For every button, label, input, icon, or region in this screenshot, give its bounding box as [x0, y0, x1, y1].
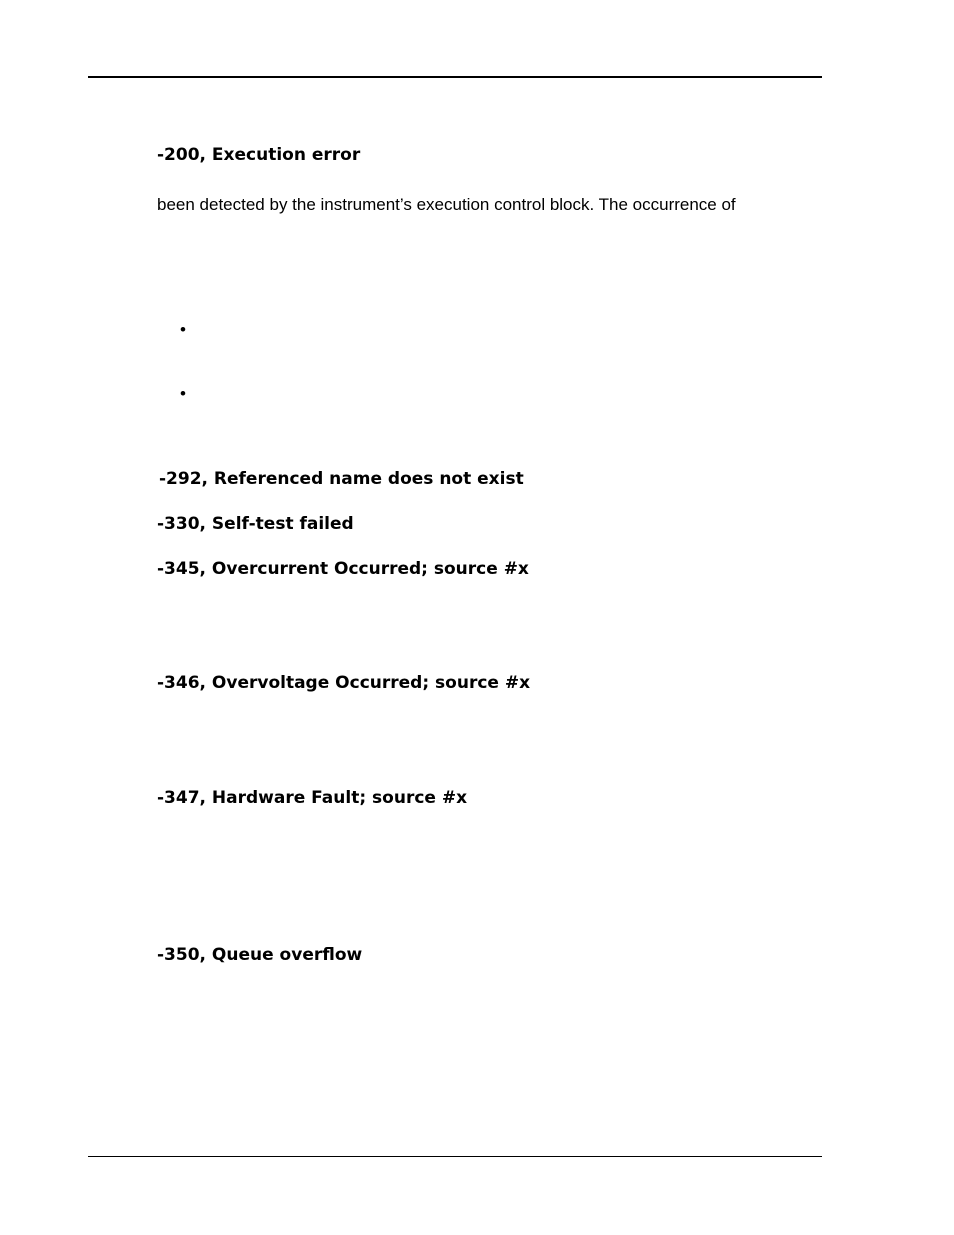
error-heading-350: -350, Queue overflow — [157, 945, 363, 965]
error-heading-292: -292, Referenced name does not exist — [159, 469, 524, 489]
header-rule — [88, 76, 822, 78]
error-heading-345: -345, Overcurrent Occurred; source #x — [157, 559, 529, 579]
footer-rule — [88, 1156, 822, 1157]
error-heading-330: -330, Self-test failed — [157, 514, 354, 534]
bullet-marker: • — [180, 320, 186, 339]
error-heading-347: -347, Hardware Fault; source #x — [157, 788, 468, 808]
execution-error-description: been detected by the instrument’s execution control block. The occurrence of — [157, 195, 736, 214]
error-heading-346: -346, Overvoltage Occurred; source #x — [157, 673, 531, 693]
error-heading-200: -200, Execution error — [157, 145, 361, 165]
bullet-marker: • — [180, 384, 186, 403]
